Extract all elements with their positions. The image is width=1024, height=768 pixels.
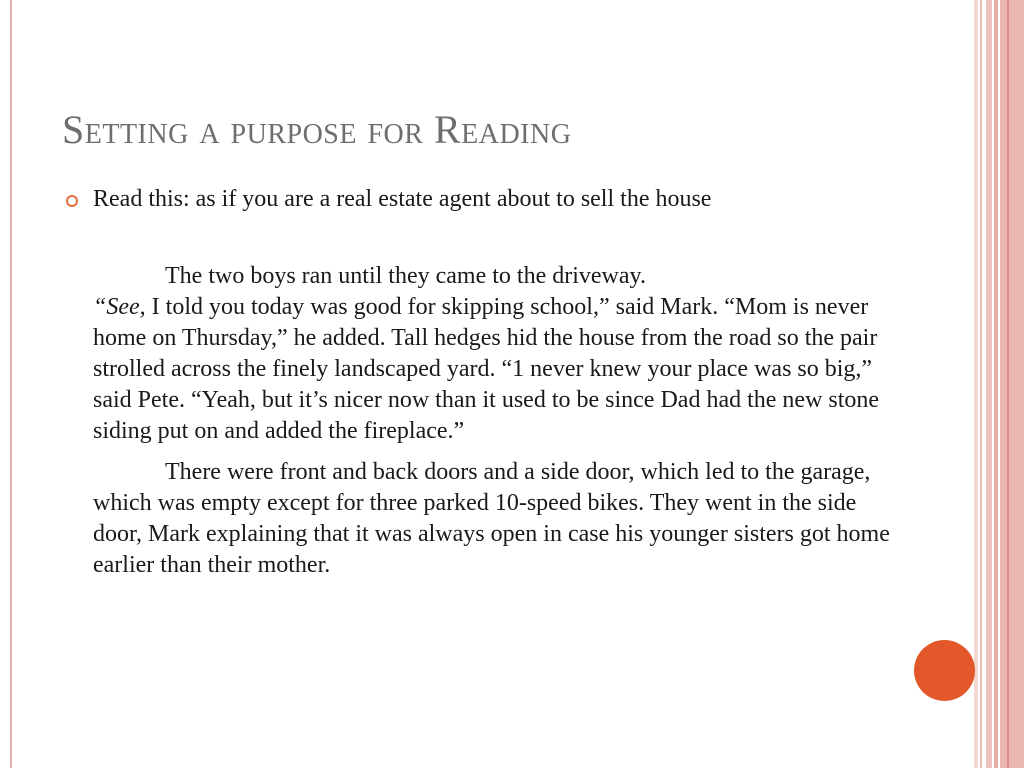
stripe bbox=[980, 0, 982, 768]
passage-paragraph-1 bbox=[93, 261, 893, 447]
stripe bbox=[1007, 0, 1009, 768]
slide-body bbox=[93, 184, 893, 581]
stripe bbox=[1000, 0, 1024, 768]
bullet-text: Read this: as if you are a real estate agent about to sell the house bbox=[93, 186, 712, 212]
decorative-stripes bbox=[974, 0, 1024, 768]
passage-p1-lead: The two boys ran until they came to the driveway. bbox=[165, 263, 646, 289]
passage-p1-rest: I told you today was good for skipping school,” said Mark. “Mom is never home on Thursday,” he added. Tall hedges hid the house from the road so the pair strolled across the finely landscaped yard. “1 never knew your place was so big,” said Pete. “Yeah, but it’s nicer now than it used to be since Dad had the new stone siding put on and added the fireplace.” bbox=[93, 294, 880, 444]
passage-paragraph-2: There were front and back doors and a side door, which led to the garage, which was empty except for three parked 10-speed bikes. They went in the side door, Mark explaining that it was always open in case his younger sisters got home earlier than their mother. bbox=[93, 459, 890, 578]
left-border-line bbox=[10, 0, 12, 768]
stripe bbox=[974, 0, 978, 768]
passage-p1-italic: “See, bbox=[93, 294, 146, 320]
stripe bbox=[986, 0, 992, 768]
bullet-circle-icon bbox=[66, 195, 78, 207]
stripe bbox=[994, 0, 998, 768]
orange-circle-decoration bbox=[914, 640, 975, 701]
slide-title: Setting a purpose for Reading bbox=[62, 107, 572, 152]
